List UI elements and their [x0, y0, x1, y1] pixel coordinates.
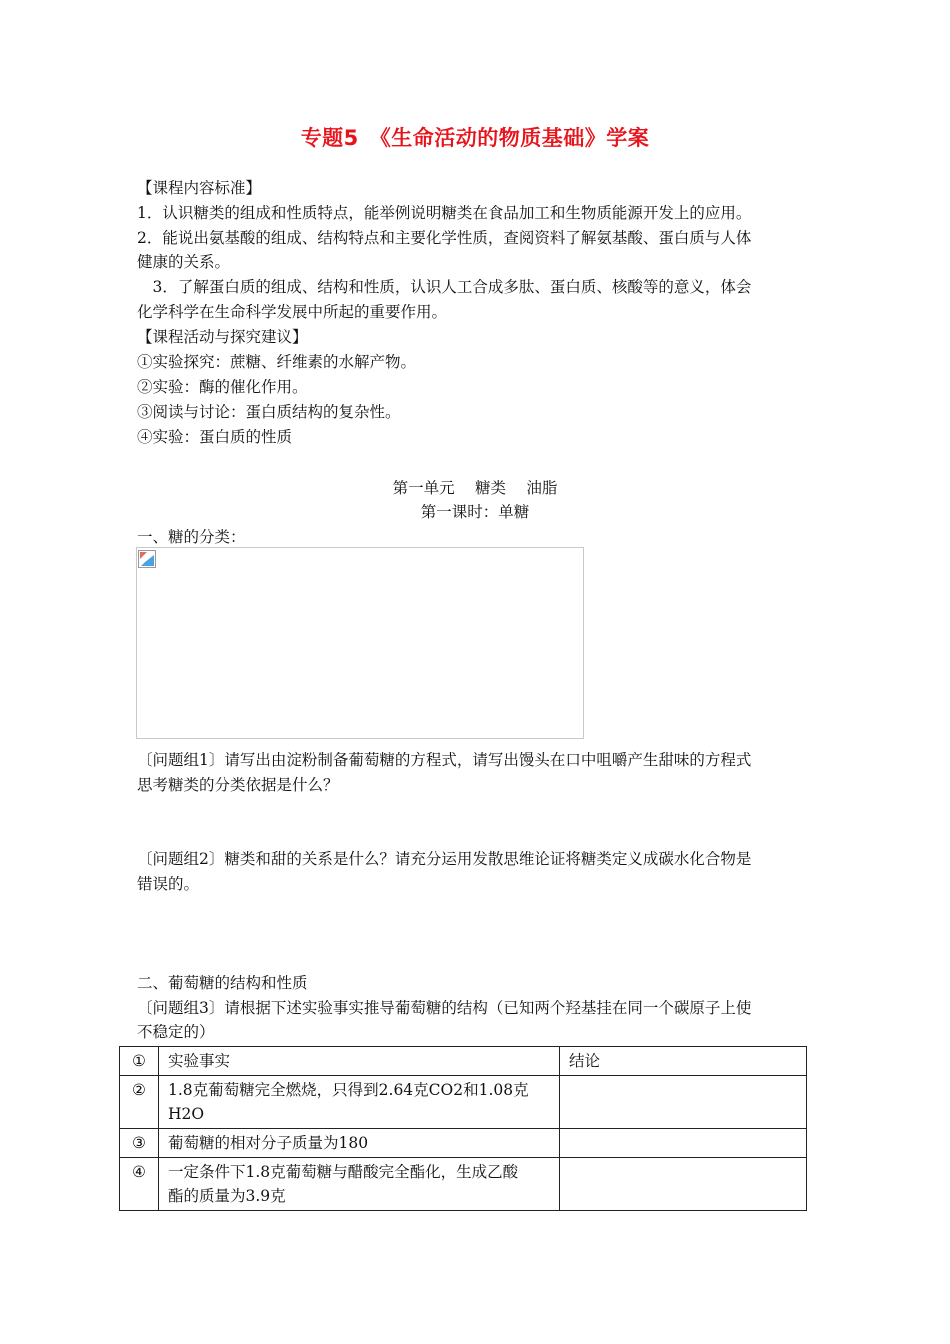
table-cell-fact — [159, 1076, 560, 1129]
table-cell-num: ④ — [120, 1158, 159, 1211]
question-group-2-line1: 〔问题组2〕糖类和甜的关系是什么？请充分运用发散思维论证将糖类定义成碳水化合物是 — [137, 850, 752, 868]
broken-image-icon — [138, 550, 156, 568]
activity-heading: 【课程活动与探究建议】 — [137, 328, 308, 346]
question-group-2-line2: 错误的。 — [137, 875, 200, 893]
fact-line: H2O — [168, 1105, 205, 1123]
table-cell-conclusion — [560, 1158, 807, 1211]
experiment-facts-table — [119, 1046, 807, 1211]
activity-item: ②实验：酶的催化作用。 — [137, 378, 308, 396]
standard-item-3-line1: 3．了解蛋白质的组成、结构和性质，认识人工合成多肽、蛋白质、核酸等的意义，体会 — [137, 278, 752, 296]
table-cell-conclusion — [560, 1076, 807, 1129]
table-row — [120, 1076, 807, 1129]
table-cell-conclusion — [560, 1129, 807, 1158]
standard-item-2-line2: 健康的关系。 — [137, 253, 231, 271]
table-cell-num: ① — [120, 1047, 159, 1076]
lesson-title: 第一课时：单糖 — [420, 503, 530, 521]
table-row — [120, 1129, 807, 1158]
table-cell-num: ② — [120, 1076, 159, 1129]
table-header-row — [120, 1047, 807, 1076]
fact-line: 葡萄糖的相对分子质量为180 — [168, 1134, 369, 1152]
fact-line: 酯的质量为3.9克 — [168, 1187, 286, 1205]
section-2-heading: 二、葡萄糖的结构和性质 — [137, 974, 308, 992]
table-header-conclusion: 结论 — [560, 1047, 807, 1076]
activity-item: ①实验探究：蔗糖、纤维素的水解产物。 — [137, 353, 417, 371]
document-title: 专题5 《生命活动的物质基础》学案 — [300, 126, 650, 150]
standard-item-1: 1．认识糖类的组成和性质特点，能举例说明糖类在食品加工和生物质能源开发上的应用。 — [137, 204, 752, 222]
table-row — [120, 1158, 807, 1211]
activity-item: ④实验：蛋白质的性质 — [137, 428, 293, 446]
table-cell-num: ③ — [120, 1129, 159, 1158]
standard-item-2-line1: 2．能说出氨基酸的组成、结构特点和主要化学性质，查阅资料了解氨基酸、蛋白质与人体 — [137, 229, 752, 247]
question-group-1-line2: 思考糖类的分类依据是什么？ — [137, 776, 339, 794]
section-1-heading: 一、糖的分类： — [137, 528, 246, 546]
table-cell-fact — [159, 1158, 560, 1211]
question-group-1-line1: 〔问题组1〕请写出由淀粉制备葡萄糖的方程式，请写出馒头在口中咀嚼产生甜味的方程式 — [137, 751, 752, 769]
fact-line: 1.8克葡萄糖完全燃烧，只得到2.64克CO2和1.08克 — [168, 1081, 529, 1099]
question-group-3-line2: 不稳定的） — [137, 1023, 215, 1041]
standard-item-3-line2: 化学科学在生命科学发展中所起的重要作用。 — [137, 303, 448, 321]
sugar-classification-image — [136, 547, 584, 739]
question-group-3-line1: 〔问题组3〕请根据下述实验事实推导葡萄糖的结构（已知两个羟基挂在同一个碳原子上使 — [137, 999, 752, 1017]
table-header-fact: 实验事实 — [159, 1047, 560, 1076]
unit-title: 第一单元 糖类 油脂 — [392, 479, 558, 497]
standard-heading: 【课程内容标准】 — [137, 179, 262, 197]
activity-item: ③阅读与讨论：蛋白质结构的复杂性。 — [137, 403, 401, 421]
table-cell-fact — [159, 1129, 560, 1158]
fact-line: 一定条件下1.8克葡萄糖与醋酸完全酯化，生成乙酸 — [168, 1163, 519, 1181]
